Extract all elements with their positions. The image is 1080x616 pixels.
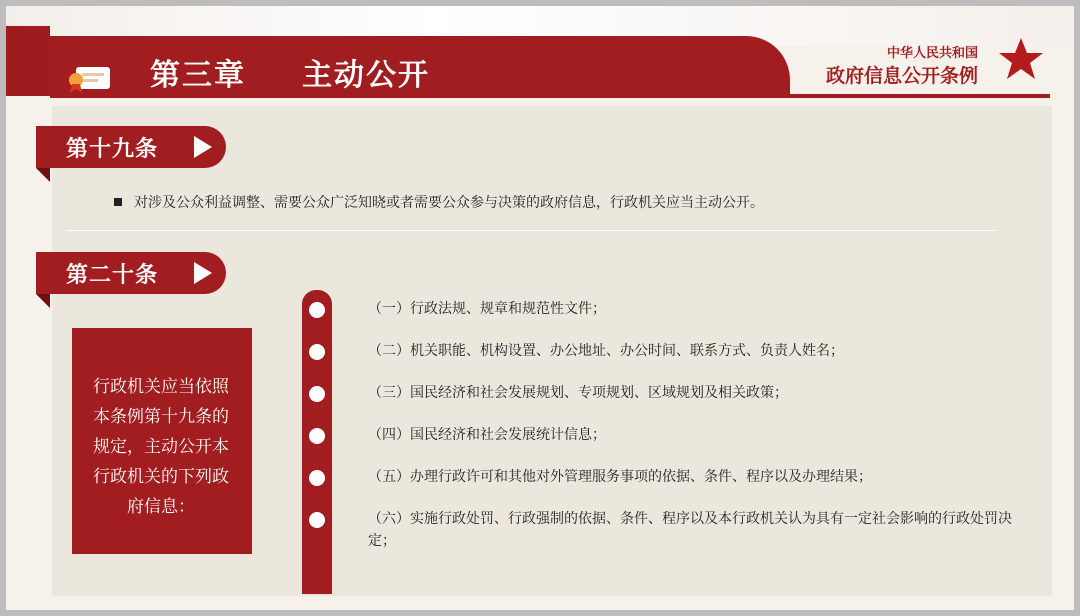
article-20-label: 第二十条 [66, 263, 159, 288]
article-19-label: 第十九条 [66, 137, 159, 162]
list-item: （一）行政法规、规章和规范性文件； [368, 301, 606, 317]
star-icon [998, 36, 1044, 82]
article-19-text: 对涉及公众利益调整、需要公众广泛知晓或者需要公众参与决策的政府信息，行政机关应当主动公开。 [134, 195, 764, 211]
timeline-dot [309, 344, 325, 360]
bullet-square-icon [114, 198, 122, 206]
timeline-dot [309, 386, 325, 402]
timeline-dot [309, 428, 325, 444]
chapter-title: 主动公开 [302, 58, 430, 93]
article-20-intro-box [72, 328, 252, 554]
header-left-block [6, 26, 50, 96]
list-item: （五）办理行政许可和其他对外管理服务事项的依据、条件、程序以及办理结果； [368, 469, 872, 485]
timeline-dot [309, 302, 325, 318]
law-name-bottom: 政府信息公开条例 [825, 65, 978, 87]
slide [6, 6, 1074, 610]
list-item: （六）实施行政处罚、行政强制的依据、条件、程序以及本行政机关认为具有一定社会影响的行政处罚决定； [368, 511, 1012, 549]
law-name-top: 中华人民共和国 [886, 46, 978, 61]
article-20-tag [36, 252, 226, 294]
tag-fold [36, 294, 50, 308]
header-underline [50, 94, 1050, 98]
timeline-bar [302, 290, 332, 594]
play-arrow-icon [194, 136, 212, 158]
list-item: （二）机关职能、机构设置、办公地址、办公时间、联系方式、负责人姓名； [368, 343, 844, 359]
article-19-tag [36, 126, 226, 168]
chapter-number: 第三章 [150, 58, 246, 93]
list-item: （四）国民经济和社会发展统计信息； [368, 427, 606, 443]
tag-fold [36, 168, 50, 182]
divider [66, 230, 996, 231]
list-item: （三）国民经济和社会发展规划、专项规划、区域规划及相关政策； [368, 385, 788, 401]
article-20-intro: 行政机关应当依照本条例第十九条的规定，主动公开本行政机关的下列政府信息： [93, 377, 229, 517]
certificate-icon [66, 64, 112, 94]
timeline-dot [309, 470, 325, 486]
play-arrow-icon [194, 262, 212, 284]
timeline-dot [309, 512, 325, 528]
